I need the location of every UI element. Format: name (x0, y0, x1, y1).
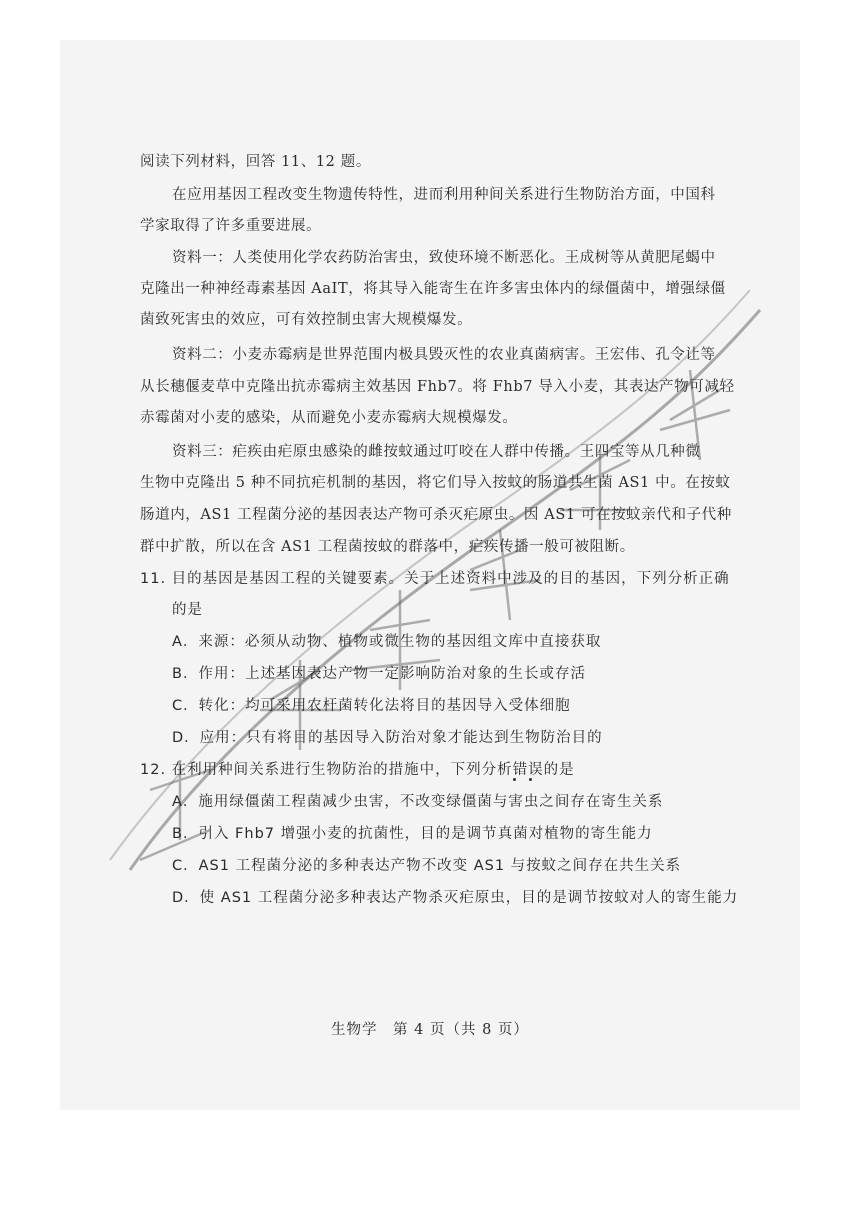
material-line: 菌致死害虫的效应，可有效控制虫害大规模爆发。 (140, 312, 473, 328)
material-line: 资料三：疟疾由疟原虫感染的雌按蚊通过叮咬在人群中传播。王四宝等从几种微 (172, 444, 701, 460)
material-line: 从长穗偃麦草中克隆出抗赤霉病主效基因 Fhb7。将 Fhb7 导入小麦，其表达产物可减轻 (140, 379, 735, 395)
q11-stem: 11. 目的基因是基因工程的关键要素。关于上述资料中涉及的目的基因，下列分析正确 (140, 571, 730, 587)
material-line: 群中扩散，所以在含 AS1 工程菌按蚊的群落中，疟疾传播一般可被阻断。 (140, 539, 635, 555)
material-line: 在应用基因工程改变生物遗传特性，进而利用种间关系进行生物防治方面，中国科 (172, 187, 716, 203)
emphasis-dot (529, 778, 532, 781)
q11-option-c: C．转化：均可采用农杆菌转化法将目的基因导入受体细胞 (172, 698, 571, 714)
material-line: 肠道内，AS1 工程菌分泌的基因表达产物可杀灭疟原虫。因 AS1 可在按蚊亲代和子代种 (140, 507, 732, 523)
q11-option-a: A．来源：必须从动物、植物或微生物的基因组文库中直接获取 (172, 634, 602, 650)
q11-option-b: B．作用：上述基因表达产物一定影响防治对象的生长或存活 (172, 666, 586, 682)
q11-option-d: D．应用：只有将目的基因导入防治对象才能达到生物防治目的 (172, 730, 603, 746)
material-line: 资料一：人类使用化学农药防治害虫，致使环境不断恶化。王成树等从黄肥尾蝎中 (172, 250, 716, 266)
emphasis-dot (513, 778, 516, 781)
page-footer: 生物学 第 4 页（共 8 页） (331, 1022, 529, 1038)
q12-stem: 12. 在利用种间关系进行生物防治的措施中，下列分析错误的是 (140, 762, 575, 778)
q12-option-a: A．施用绿僵菌工程菌减少虫害，不改变绿僵菌与害虫之间存在寄生关系 (172, 794, 664, 810)
material-line: 赤霉菌对小麦的感染，从而避免小麦赤霉病大规模爆发。 (140, 410, 518, 426)
material-line: 克隆出一种神经毒素基因 AaIT，将其导入能寄生在许多害虫体内的绿僵菌中，增强绿僵 (140, 281, 726, 297)
intro-line: 阅读下列材料，回答 11、12 题。 (140, 154, 371, 170)
q11-stem: 的是 (172, 602, 203, 618)
q12-option-c: C．AS1 工程菌分泌的多种表达产物不改变 AS1 与按蚊之间存在共生关系 (172, 858, 682, 874)
q12-option-b: B．引入 Fhb7 增强小麦的抗菌性，目的是调节真菌对植物的寄生能力 (172, 826, 653, 842)
material-line: 学家取得了许多重要进展。 (140, 218, 322, 234)
q12-option-d: D．使 AS1 工程菌分泌多种表达产物杀灭疟原虫，目的是调节按蚊对人的寄生能力 (172, 890, 739, 906)
material-line: 资料二：小麦赤霉病是世界范围内极具毁灭性的农业真菌病害。王宏伟、孔令让等 (172, 347, 716, 363)
material-line: 生物中克隆出 5 种不同抗疟机制的基因，将它们导入按蚊的肠道共生菌 AS1 中。在按蚊 (140, 475, 731, 491)
